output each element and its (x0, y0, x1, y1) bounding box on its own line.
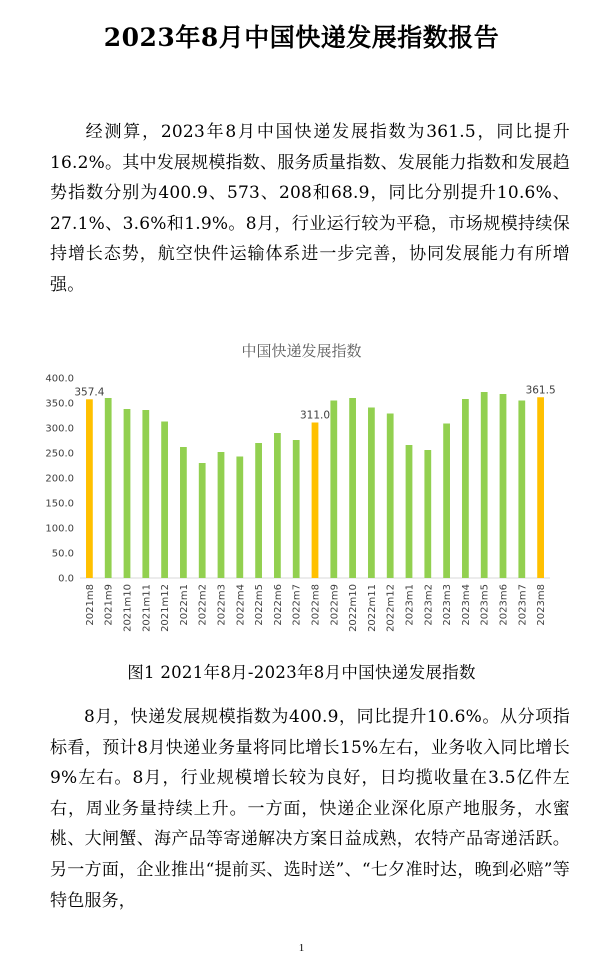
x-tick-label: 2022m12 (385, 584, 397, 632)
bar-2022m3 (218, 452, 225, 578)
bar-2023m1 (406, 445, 413, 578)
x-tick-label: 2023m8 (536, 584, 548, 626)
bar-2023m5 (481, 392, 488, 578)
bar-2023m3 (443, 424, 450, 579)
x-tick-label: 2022m4 (235, 584, 247, 626)
bar-2022m6 (274, 433, 281, 578)
x-tick-label: 2021m12 (160, 584, 172, 632)
x-tick-label: 2023m2 (423, 584, 435, 626)
x-tick-label: 2022m11 (366, 584, 378, 632)
bar-2022m1 (180, 447, 187, 578)
x-tick-label: 2023m3 (442, 584, 454, 626)
y-tick-label: 400.0 (45, 373, 74, 385)
y-tick-label: 0.0 (58, 573, 74, 585)
chart-title: 中国快递发展指数 (241, 342, 362, 360)
y-tick-label: 100.0 (45, 523, 74, 535)
x-tick-label: 2022m2 (197, 584, 209, 626)
y-tick-label: 50.0 (51, 548, 74, 560)
y-tick-label: 350.0 (45, 398, 74, 410)
bar-2021m11 (142, 410, 149, 578)
bar-2021m9 (105, 398, 112, 578)
bar-2023m8 (537, 397, 544, 578)
bar-2023m4 (462, 399, 469, 578)
bar-2023m6 (500, 394, 507, 578)
x-tick-label: 2023m5 (479, 584, 491, 626)
x-tick-label: 2021m11 (141, 584, 153, 632)
document-title: 2023年8月中国快递发展指数报告 (103, 23, 500, 52)
bar-2021m8 (86, 399, 93, 578)
data-label: 361.5 (525, 384, 556, 397)
x-tick-label: 2023m1 (404, 584, 416, 626)
bar-2022m11 (368, 408, 375, 579)
x-tick-label: 2022m5 (254, 584, 266, 626)
paragraph-scale-text: 8月，快递发展规模指数为400.9，同比提升10.6%。从分项指标看，预计8月快递业务量将同比增长15%左右，业务收入同比增长9%左右。8月，行业规模增长较为良好，日均揽收量在3.5亿件左右，周业务量持续上升。一方面，快递企业深化原产地服务，水蜜桃、大闸蟹、海产品等寄递解决方案日益成熟，农特产品寄递活跃。另一方面，企业推出“提前买、选时送”、“七夕准时达，晚到必赔”等特色服务， (50, 707, 570, 911)
bar-2022m5 (255, 443, 262, 578)
x-tick-label: 2022m1 (178, 584, 190, 626)
x-tick-label: 2023m6 (498, 584, 510, 626)
paragraph-intro-text: 经测算，2023年8月中国快递发展指数为361.5，同比提升16.2%。其中发展规模指数、服务质量指数、发展能力指数和发展趋势指数分别为400.9、573、208和68.9，同比分别提升10.6%、27.1%、3.6%和1.9%。8月，行业运行较为平稳，市场规模持续保持增长态势，航空快件运输体系进一步完善，协同发展能力有所增强。 (50, 122, 570, 295)
y-tick-label: 150.0 (45, 498, 74, 510)
x-tick-label: 2021m10 (122, 584, 134, 632)
bar-2021m12 (161, 422, 168, 579)
x-tick-label: 2022m10 (348, 584, 360, 632)
express-index-bar-chart (30, 362, 570, 652)
data-label: 311.0 (299, 409, 331, 422)
x-tick-label: 2023m7 (517, 584, 529, 626)
paragraph-scale (50, 702, 570, 916)
figure-caption: 图1 2021年8月-2023年8月中国快递发展指数 (127, 663, 476, 682)
x-tick-label: 2022m9 (329, 584, 341, 626)
data-label: 357.4 (74, 386, 105, 399)
y-tick-label: 200.0 (45, 473, 74, 485)
x-tick-label: 2021m8 (84, 584, 96, 626)
x-tick-label: 2023m4 (460, 584, 472, 626)
y-tick-label: 300.0 (45, 423, 74, 435)
x-tick-label: 2022m8 (310, 584, 322, 626)
bar-2022m2 (199, 463, 206, 578)
bar-2022m12 (387, 414, 394, 579)
bar-2022m7 (293, 440, 300, 578)
bar-2023m2 (424, 450, 431, 578)
x-tick-label: 2022m3 (216, 584, 228, 626)
y-tick-label: 250.0 (45, 448, 74, 460)
x-tick-label: 2022m7 (291, 584, 303, 626)
page-number: 1 (298, 942, 305, 954)
bar-2022m8 (312, 423, 319, 579)
bar-2023m7 (518, 401, 525, 579)
paragraph-intro (50, 117, 570, 301)
bar-2022m4 (236, 457, 243, 579)
bar-2022m10 (349, 398, 356, 578)
x-tick-label: 2022m6 (272, 584, 284, 626)
x-tick-label: 2021m9 (103, 584, 115, 626)
bar-2022m9 (330, 401, 337, 579)
bar-2021m10 (124, 409, 131, 578)
